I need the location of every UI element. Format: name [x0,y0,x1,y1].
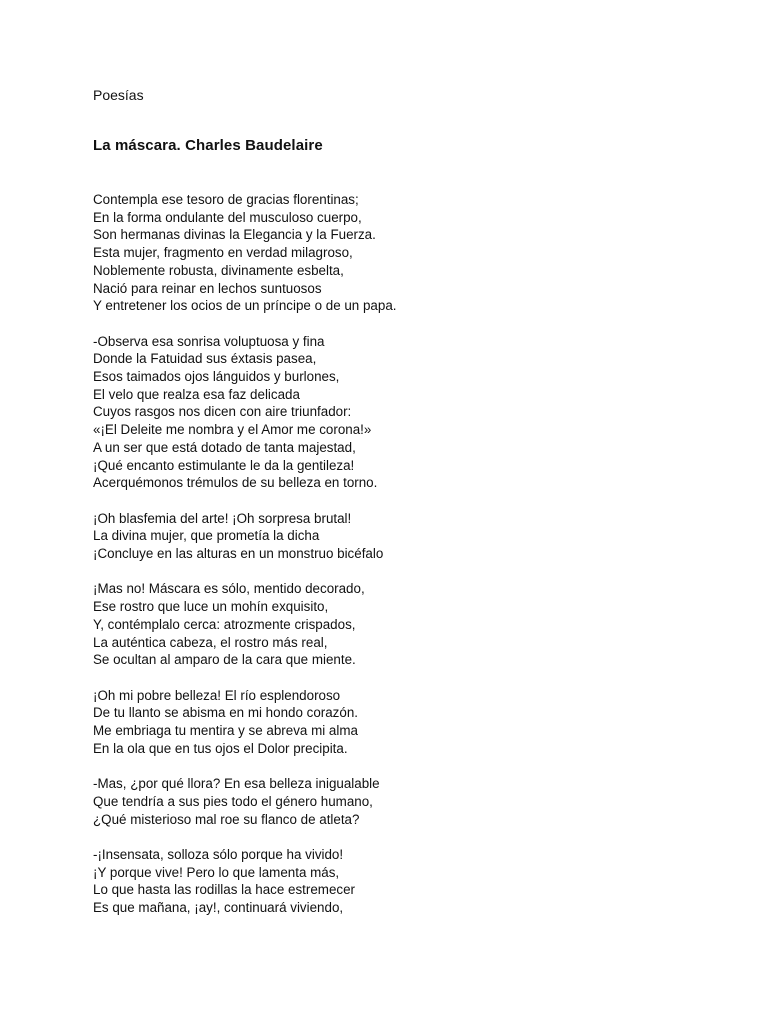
poem-line: Que tendría a sus pies todo el género humano, [93,793,373,809]
poem-line: Ese rostro que luce un mohín exquisito, [93,599,329,615]
poem-line: Lo que hasta las rodillas la hace estremecer [93,882,356,898]
stanza [93,333,733,492]
poem-line: Cuyos rasgos nos dicen con aire triunfador: [93,404,352,420]
poem-line: En la ola que en tus ojos el Dolor precipita. [93,740,348,756]
stanza [93,846,733,917]
poem-title: La máscara. Charles Baudelaire [93,137,323,154]
poem-line: En la forma ondulante del musculoso cuerpo, [93,209,362,225]
poem-line: El velo que realza esa faz delicada [93,386,300,402]
poem-body [93,191,733,917]
section-label: Poesías [93,87,144,103]
poem-line: Se ocultan al amparo de la cara que miente. [93,652,356,668]
document-page [93,86,733,934]
poem-line: ¡Qué encanto estimulante le da la gentileza! [93,457,355,473]
stanza [93,580,733,669]
poem-line: Nació para reinar en lechos suntuosos [93,280,322,296]
poem-line: Me embriaga tu mentira y se abreva mi alma [93,723,358,739]
poem-line: De tu llanto se abisma en mi hondo corazón. [93,705,358,721]
poem-line: ¡Y porque vive! Pero lo que lamenta más, [93,864,340,880]
poem-line: -Observa esa sonrisa voluptuosa y fina [93,333,325,349]
poem-line: Donde la Fatuidad sus éxtasis pasea, [93,351,317,367]
poem-line: ¡Oh mi pobre belleza! El río esplendoroso [93,687,341,703]
poem-line: -Mas, ¿por qué llora? En esa belleza inigualable [93,776,380,792]
poem-line: Noblemente robusta, divinamente esbelta, [93,262,344,278]
poem-line: ¡Oh blasfemia del arte! ¡Oh sorpresa brutal! [93,510,352,526]
poem-line: La auténtica cabeza, el rostro más real, [93,634,328,650]
stanza [93,510,733,563]
poem-line: ¡Concluye en las alturas en un monstruo bicéfalo [93,546,384,562]
poem-line: Contempla ese tesoro de gracias florentinas; [93,192,359,207]
stanza [93,191,733,315]
poem-line: Y, contémplalo cerca: atrozmente crispados, [93,616,356,632]
poem-line: La divina mujer, que prometía la dicha [93,528,320,544]
stanza [93,687,733,758]
poem-line: «¡El Deleite me nombra y el Amor me corona!» [93,422,372,438]
poem-line: ¡Mas no! Máscara es sólo, mentido decorado, [93,581,365,597]
poem-line: A un ser que está dotado de tanta majestad, [93,439,356,455]
stanza [93,775,733,828]
poem-line: Y entretener los ocios de un príncipe o de un papa. [93,298,397,314]
poem-line: Esos taimados ojos lánguidos y burlones, [93,369,340,385]
poem-line: ¿Qué misterioso mal roe su flanco de atleta? [93,811,360,827]
poem-line: Esta mujer, fragmento en verdad milagroso, [93,245,353,261]
poem-line: Acerquémonos trémulos de su belleza en torno. [93,475,378,491]
poem-line: Son hermanas divinas la Elegancia y la Fuerza. [93,227,376,243]
poem-line: -¡Insensata, solloza sólo porque ha vivido! [93,846,344,862]
poem-line: Es que mañana, ¡ay!, continuará viviendo, [93,900,344,916]
